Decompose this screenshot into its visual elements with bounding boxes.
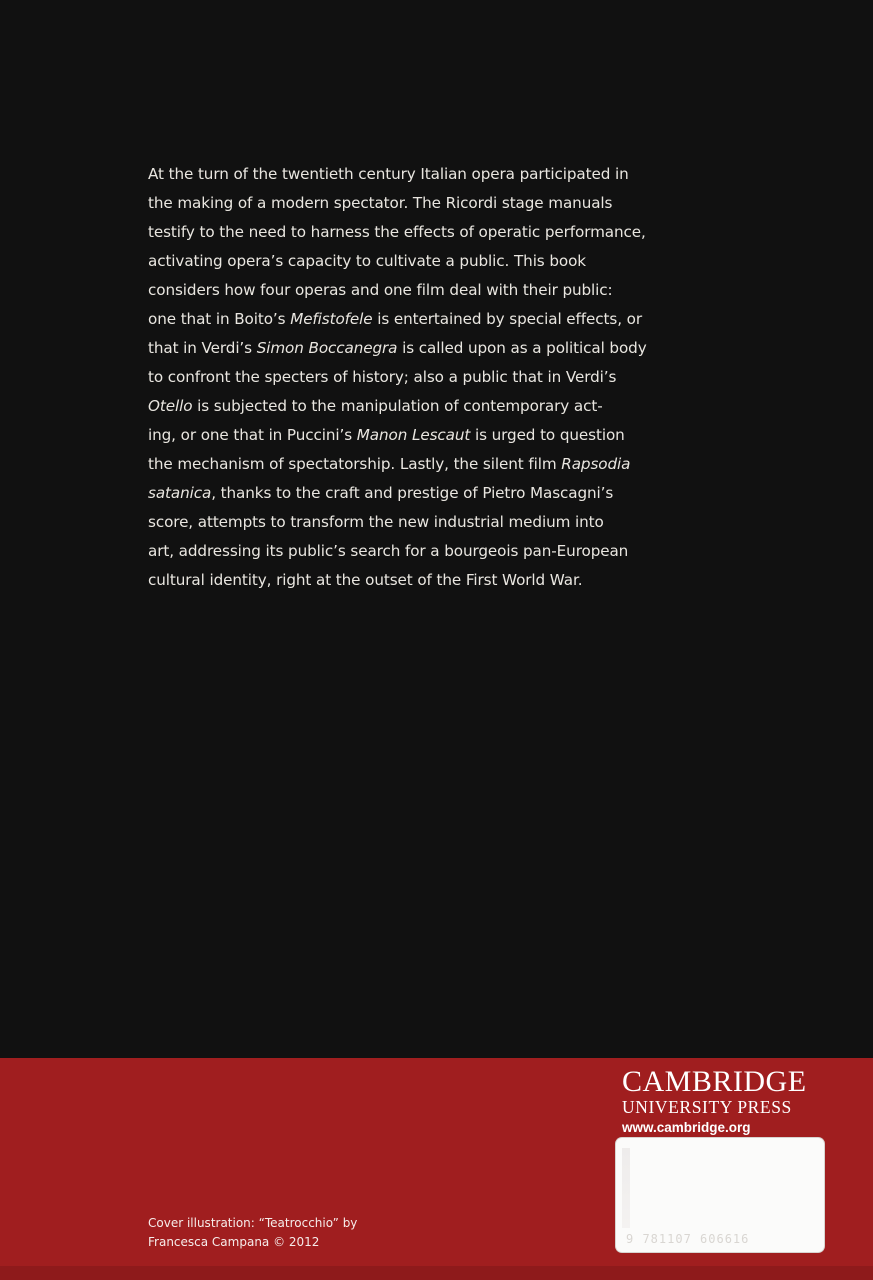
opera-title-manon-lescaut: Manon Lescaut — [356, 426, 471, 444]
publisher-subtitle: UNIVERSITY PRESS — [622, 1097, 792, 1117]
barcode-ghost-digits: 9 781107 606616 — [626, 1232, 750, 1246]
blurb-line: to confront the specters of history; also a public that in Verdi’s — [148, 368, 617, 386]
credit-line: Cover illustration: “Teatrocchio” by — [148, 1216, 358, 1230]
blurb-line: art, addressing its public’s search for a bourgeois pan-European — [148, 542, 629, 560]
blurb-line: testify to the need to harness the effects of operatic performance, — [148, 223, 646, 241]
publisher-url[interactable]: www.cambridge.org — [622, 1120, 751, 1135]
blurb-line: score, attempts to transform the new industrial medium into — [148, 513, 604, 531]
blurb-text-run: ing, or one that in Puccini’s — [148, 426, 357, 444]
blurb-line — [148, 305, 643, 334]
blurb-text-run: the mechanism of spectatorship. Lastly, the silent film — [148, 455, 562, 473]
blurb-text — [148, 160, 647, 595]
blurb-text-run: , thanks to the craft and prestige of Pietro Mascagni’s — [211, 484, 614, 502]
credit-line: Francesca Campana © 2012 — [148, 1235, 320, 1249]
publisher-name: CAMBRIDGE — [622, 1065, 807, 1098]
blurb-line — [148, 450, 631, 479]
blurb-line: At the turn of the twentieth century Italian opera participated in — [148, 165, 629, 183]
blurb-text-run: is subjected to the manipulation of contemporary act- — [192, 397, 603, 415]
opera-title-mefistofele: Mefistofele — [290, 310, 373, 328]
blurb-text-run: is entertained by special effects, or — [372, 310, 643, 328]
blurb-line: considers how four operas and one film deal with their public: — [148, 281, 613, 299]
opera-title-otello: Otello — [148, 397, 193, 415]
barcode-sticker — [616, 1138, 824, 1252]
blurb-line — [148, 421, 628, 450]
blurb-text-run: is called upon as a political body — [397, 339, 647, 357]
blurb-line — [148, 334, 647, 363]
film-title-rapsodia: Rapsodia — [561, 455, 631, 473]
blurb-line: the making of a modern spectator. The Ricordi stage manuals — [148, 194, 613, 212]
film-title-satanica: satanica — [148, 484, 212, 502]
blurb-line — [148, 479, 628, 508]
blurb-line: activating opera’s capacity to cultivate a public. This book — [148, 252, 586, 270]
band-bottom-edge — [0, 1266, 873, 1280]
opera-title-simon-boccanegra: Simon Boccanegra — [256, 339, 398, 357]
blurb-text-run: that in Verdi’s — [148, 339, 257, 357]
barcode-ghost-bar — [622, 1148, 630, 1228]
blurb-text-run: is urged to question — [470, 426, 625, 444]
cover-credit — [148, 1214, 357, 1252]
blurb-line — [148, 392, 628, 421]
blurb-text-run: one that in Boito’s — [148, 310, 291, 328]
blurb-line: cultural identity, right at the outset of the First World War. — [148, 571, 583, 589]
